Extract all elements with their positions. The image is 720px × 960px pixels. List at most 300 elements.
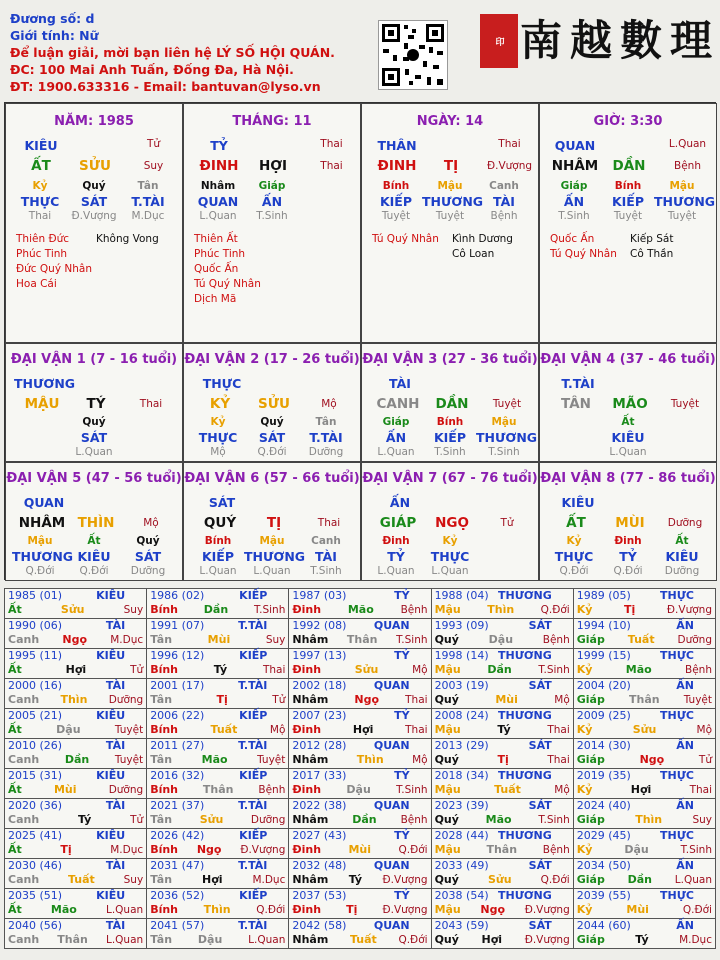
year-line-1 — [150, 889, 285, 903]
year-label: 1988 (04) — [434, 589, 489, 602]
luck-title: ĐẠI VẬN 3 (27 - 36 tuổi) — [362, 352, 538, 367]
star-right: Cô Thần — [630, 248, 674, 260]
year-god: KIÊU — [96, 649, 126, 662]
year-god: SÁT — [528, 739, 552, 752]
year-label: 2042 (58) — [292, 919, 347, 932]
year-stem: Đinh — [292, 843, 322, 856]
year-god: SÁT — [528, 919, 552, 932]
year-state: Mộ — [696, 724, 712, 736]
year-god: THƯƠNG — [498, 829, 552, 842]
year-state: Thai — [405, 724, 428, 736]
year-god: TỶ — [394, 589, 410, 602]
year-god: SÁT — [528, 619, 552, 632]
year-state: Dưỡng — [108, 694, 144, 706]
year-label: 2013 (29) — [434, 739, 489, 752]
year-label: 2007 (23) — [292, 709, 347, 722]
year-label: 2043 (59) — [434, 919, 489, 932]
year-state: T.Sinh — [538, 814, 570, 826]
year-row — [5, 679, 716, 709]
year-branch: Thân — [629, 693, 660, 706]
year-line-2 — [435, 903, 570, 917]
year-label: 1999 (15) — [576, 649, 631, 662]
year-stem: Canh — [8, 873, 40, 886]
year-line-1 — [292, 739, 427, 753]
year-branch: Mùi — [207, 633, 231, 646]
year-stem: Nhâm — [292, 813, 329, 826]
year-god: THƯƠNG — [498, 889, 552, 902]
year-stem: Đinh — [292, 723, 322, 736]
year-line-2 — [8, 933, 143, 947]
year-stem: Đinh — [292, 603, 322, 616]
year-branch: Mùi — [348, 843, 372, 856]
year-state: Mộ — [412, 664, 428, 676]
year-state: Q.Đới — [256, 904, 286, 916]
year-god: KIẾP — [239, 649, 268, 662]
luck-stem: ẤT — [566, 515, 586, 531]
year-branch: Dần — [627, 873, 653, 886]
year-cell — [5, 919, 147, 949]
star-left: Hoa Cái — [16, 278, 57, 290]
pillar-state: Đ.Vượng — [486, 160, 533, 172]
luck-hidden-stem: Ất — [621, 416, 635, 428]
year-line-2 — [577, 753, 712, 767]
luck-hidden-stem: Canh — [311, 535, 341, 547]
year-god: THƯƠNG — [498, 709, 552, 722]
luck-hidden-god: T.TÀI — [309, 430, 343, 445]
year-row — [5, 649, 716, 679]
year-line-2 — [150, 693, 285, 707]
year-cell — [573, 589, 715, 619]
year-label: 2011 (27) — [150, 739, 205, 752]
year-cell — [431, 739, 573, 769]
hidden-state: M.Dục — [131, 210, 165, 222]
contact-phone-email: ĐT: 1900.633316 - Email: bantuvan@lyso.vn — [10, 79, 321, 94]
year-cell — [573, 619, 715, 649]
year-branch: Thìn — [60, 693, 88, 706]
star-left: Tú Quý Nhân — [550, 248, 617, 260]
pillar-cell — [183, 103, 361, 343]
luck-hidden-stem: Bính — [204, 535, 232, 547]
year-cell — [573, 889, 715, 919]
hidden-god: THƯƠNG — [654, 194, 716, 209]
year-line-2 — [577, 633, 712, 647]
luck-god: THỰC — [202, 376, 242, 391]
year-line-2 — [292, 843, 427, 857]
contact-address: ĐC: 100 Mai Anh Tuấn, Đống Đa, Hà Nội. — [10, 62, 294, 77]
luck-state: Thai — [317, 517, 341, 529]
year-branch: Sửu — [60, 603, 85, 616]
luck-hidden-god: THỰC — [430, 549, 470, 564]
year-line-2 — [8, 783, 143, 797]
year-label: 2029 (45) — [576, 829, 631, 842]
year-god: KIÊU — [96, 889, 126, 902]
year-line-1 — [435, 619, 570, 633]
star-left: Phúc Tinh — [194, 248, 246, 260]
year-label: 1994 (10) — [576, 619, 631, 632]
year-god: THỰC — [660, 889, 694, 902]
year-line-2 — [150, 843, 285, 857]
year-stem: Quý — [434, 933, 459, 946]
year-branch: Mùi — [495, 693, 518, 706]
year-row — [5, 889, 716, 919]
year-label: 2002 (18) — [292, 679, 347, 692]
year-stem: Tân — [150, 933, 173, 946]
pillar-state: Thai — [320, 160, 343, 172]
year-god: KIÊU — [96, 589, 126, 602]
year-cell — [147, 829, 289, 859]
year-branch: Tuất — [210, 723, 238, 736]
pillar-branch: TỊ — [443, 158, 459, 174]
year-cell — [147, 649, 289, 679]
hidden-stem: Giáp — [258, 180, 286, 192]
pillar-stem: ĐINH — [199, 158, 239, 174]
luck-stem: GIÁP — [379, 515, 417, 531]
year-cell — [573, 709, 715, 739]
year-label: 2034 (50) — [576, 859, 631, 872]
year-branch: Hợi — [352, 723, 374, 736]
luck-hidden-god: TỶ — [387, 549, 405, 564]
year-state: Dưỡng — [108, 784, 144, 796]
hidden-state: Thai — [28, 210, 52, 222]
year-branch: Tuất — [627, 633, 655, 646]
luck-hidden-god: THƯƠNG — [476, 430, 538, 445]
year-cell — [5, 829, 147, 859]
year-branch: Tị — [60, 843, 72, 856]
year-line-2 — [435, 753, 570, 767]
year-label: 1987 (03) — [292, 589, 347, 602]
luck-title: ĐẠI VẬN 6 (57 - 66 tuổi) — [184, 471, 360, 486]
year-line-1 — [150, 649, 285, 663]
year-branch: Tị — [216, 693, 228, 706]
year-line-1 — [150, 919, 285, 933]
hidden-stem: Bính — [614, 180, 642, 192]
year-god: THƯƠNG — [498, 769, 552, 782]
year-branch: Hợi — [201, 873, 223, 886]
year-god: SÁT — [528, 859, 552, 872]
year-line-1 — [8, 799, 143, 813]
year-line-2 — [150, 783, 285, 797]
luck-hidden-god: SÁT — [80, 430, 108, 445]
year-god: TỶ — [394, 829, 410, 842]
hidden-stem: Giáp — [560, 180, 588, 192]
luck-stem: MẬU — [24, 396, 60, 412]
year-state: Thai — [547, 754, 570, 766]
year-line-1 — [577, 769, 712, 783]
year-label: 1991 (07) — [150, 619, 205, 632]
pillar-branch: HỢI — [258, 158, 288, 174]
year-god: KIẾP — [239, 709, 268, 722]
year-branch: Tị — [346, 903, 358, 916]
year-state: Suy — [123, 874, 144, 886]
year-line-1 — [292, 709, 427, 723]
hidden-stem: Bính — [382, 180, 410, 192]
year-god: T.TÀI — [238, 619, 268, 632]
hidden-god: ẤN — [261, 194, 283, 209]
year-branch: Thìn — [203, 903, 231, 916]
year-label: 2001 (17) — [150, 679, 205, 692]
luck-cell — [539, 462, 717, 581]
year-state: Đ.Vượng — [240, 844, 286, 856]
year-line-2 — [435, 693, 570, 707]
year-stem: Kỷ — [576, 783, 593, 796]
year-row — [5, 739, 716, 769]
year-label: 2020 (36) — [8, 799, 63, 812]
luck-state: Tuyệt — [670, 398, 700, 410]
year-state: Tuyệt — [257, 754, 286, 766]
year-line-2 — [150, 603, 285, 617]
hidden-stem: Mậu — [437, 180, 463, 192]
year-cell — [289, 829, 431, 859]
year-stem: Kỷ — [576, 663, 593, 676]
year-god: T.TÀI — [238, 859, 268, 872]
star-right: Không Vong — [96, 233, 159, 245]
year-line-1 — [8, 649, 143, 663]
year-cell — [573, 799, 715, 829]
year-line-1 — [435, 829, 570, 843]
year-line-1 — [577, 619, 712, 633]
year-state: Thai — [689, 784, 712, 796]
luck-branch: SỬU — [258, 396, 290, 412]
year-branch: Dần — [203, 603, 229, 616]
year-god: QUAN — [373, 679, 410, 692]
year-line-1 — [435, 889, 570, 903]
year-line-1 — [150, 859, 285, 873]
year-branch: Hợi — [630, 783, 652, 796]
luck-hidden-god: SÁT — [134, 549, 162, 564]
year-cell — [147, 739, 289, 769]
year-cell — [147, 679, 289, 709]
year-state: Đ.Vượng — [524, 904, 570, 916]
year-cell — [147, 859, 289, 889]
year-state: L.Quan — [248, 934, 286, 946]
year-god: T.TÀI — [238, 919, 268, 932]
year-cell — [573, 769, 715, 799]
year-state: Bệnh — [400, 604, 428, 616]
year-god: ẤN — [676, 859, 694, 872]
year-line-2 — [292, 603, 427, 617]
luck-hidden-state: L.Quan — [609, 446, 647, 458]
year-branch: Dần — [64, 753, 90, 766]
year-stem: Ất — [8, 783, 22, 796]
year-line-1 — [150, 709, 285, 723]
hidden-stem: Canh — [489, 180, 519, 192]
year-line-2 — [150, 723, 285, 737]
star-left: Phúc Tinh — [16, 248, 68, 260]
year-state: Đ.Vượng — [382, 904, 428, 916]
luck-hidden-god: KIẾP — [433, 430, 467, 445]
year-state: Q.Đới — [682, 904, 712, 916]
year-line-2 — [435, 933, 570, 947]
year-cell — [573, 739, 715, 769]
year-line-2 — [8, 753, 143, 767]
year-label: 1997 (13) — [292, 649, 347, 662]
pillar-top-right: L.Quan — [668, 138, 707, 150]
luck-hidden-state: Q.Đới — [25, 565, 55, 577]
year-cell — [5, 649, 147, 679]
year-line-1 — [150, 619, 285, 633]
year-line-1 — [8, 619, 143, 633]
year-branch: Thìn — [487, 603, 515, 616]
luck-hidden-stem: Kỷ — [210, 416, 226, 428]
year-state: L.Quan — [105, 904, 144, 916]
year-stem: Tân — [150, 873, 173, 886]
year-branch: Thân — [57, 933, 88, 946]
year-cell — [431, 859, 573, 889]
luck-god: T.TÀI — [561, 376, 595, 391]
year-stem: Kỷ — [576, 603, 593, 616]
year-god: TỶ — [394, 769, 410, 782]
year-label: 2036 (52) — [150, 889, 205, 902]
year-line-1 — [8, 919, 143, 933]
year-branch: Dậu — [56, 723, 81, 736]
year-state: Tử — [272, 694, 286, 706]
luck-branch: TÝ — [86, 396, 106, 412]
year-line-1 — [435, 799, 570, 813]
year-label: 2039 (55) — [576, 889, 631, 902]
year-branch: Tý — [497, 723, 511, 736]
hidden-state: T.Sinh — [558, 210, 590, 222]
year-row — [5, 709, 716, 739]
year-cell — [5, 799, 147, 829]
year-god: SÁT — [528, 799, 552, 812]
year-label: 2014 (30) — [576, 739, 631, 752]
year-stem: Bính — [150, 903, 179, 916]
star-left: Tú Quý Nhân — [372, 233, 439, 245]
star-left: Dịch Mã — [194, 293, 237, 305]
year-state: Q.Đới — [540, 874, 570, 886]
year-stem: Kỷ — [576, 903, 593, 916]
year-line-1 — [150, 589, 285, 603]
year-line-1 — [435, 859, 570, 873]
year-cell — [431, 649, 573, 679]
luck-stem: KỶ — [209, 396, 231, 412]
year-cell — [289, 589, 431, 619]
year-line-2 — [8, 843, 143, 857]
year-line-2 — [577, 723, 712, 737]
year-state: Dưỡng — [677, 634, 712, 646]
star-right: Kiếp Sát — [630, 233, 674, 245]
year-label: 2003 (19) — [434, 679, 489, 692]
year-line-2 — [150, 633, 285, 647]
year-god: QUAN — [373, 919, 410, 932]
luck-state: Mộ — [321, 398, 337, 410]
luck-cell — [183, 462, 361, 581]
hidden-god: ẤN — [563, 194, 585, 209]
year-cell — [5, 589, 147, 619]
hidden-state: T.Sinh — [256, 210, 288, 222]
year-state: T.Sinh — [396, 784, 428, 796]
luck-title: ĐẠI VẬN 5 (47 - 56 tuổi) — [6, 471, 182, 486]
year-label: 1992 (08) — [292, 619, 347, 632]
luck-cell — [539, 343, 717, 462]
year-stem: Canh — [8, 933, 40, 946]
year-god: TỶ — [394, 709, 410, 722]
year-label: 2019 (35) — [576, 769, 631, 782]
pillar-title: NĂM: 1985 — [54, 114, 134, 129]
year-line-2 — [292, 813, 427, 827]
luck-cell — [361, 462, 539, 581]
year-state: Tử — [130, 814, 144, 826]
pillar-top-right: Thai — [320, 138, 343, 150]
year-stem: Đinh — [292, 663, 322, 676]
luck-hidden-state: Dưỡng — [308, 446, 344, 458]
luck-branch: THÌN — [77, 515, 115, 531]
year-line-2 — [292, 873, 427, 887]
luck-hidden-state: Q.Đới — [613, 565, 643, 577]
year-label: 2021 (37) — [150, 799, 205, 812]
year-god: ẤN — [676, 799, 694, 812]
header-text — [10, 10, 335, 95]
year-cell — [431, 919, 573, 949]
year-stem: Canh — [8, 693, 40, 706]
pillar-god: TỶ — [210, 138, 228, 153]
year-line-2 — [8, 813, 143, 827]
year-cell — [147, 919, 289, 949]
luck-title: ĐẠI VẬN 1 (7 - 16 tuổi) — [10, 352, 178, 367]
luck-state: Mộ — [143, 517, 159, 529]
year-state: T.Sinh — [253, 604, 286, 616]
year-god: TỶ — [394, 889, 410, 902]
pillar-stem: ẤT — [31, 158, 51, 174]
year-line-2 — [8, 663, 143, 677]
year-god: QUAN — [373, 859, 410, 872]
luck-god: TÀI — [389, 376, 411, 391]
year-line-1 — [292, 589, 427, 603]
star-left: Thiên Đức — [16, 233, 70, 245]
luck-stem: CANH — [376, 396, 420, 412]
year-state: Bệnh — [542, 634, 570, 646]
luck-hidden-stem: Đinh — [382, 535, 410, 547]
pillar-title: NGÀY: 14 — [416, 114, 484, 129]
year-god: TỶ — [394, 649, 410, 662]
pillar-top-right: Thai — [498, 138, 521, 150]
year-god: THỰC — [660, 649, 694, 662]
year-stem: Canh — [8, 813, 40, 826]
year-stem: Quý — [434, 873, 459, 886]
qr-code-icon[interactable] — [378, 20, 448, 90]
year-god: THỰC — [660, 829, 694, 842]
year-god: T.TÀI — [238, 739, 268, 752]
year-line-1 — [8, 589, 143, 603]
year-stem: Mậu — [434, 603, 461, 616]
pillar-state: Suy — [143, 160, 164, 172]
year-state: T.Sinh — [538, 664, 570, 676]
year-stem: Bính — [150, 783, 179, 796]
year-god: ẤN — [676, 619, 694, 632]
year-branch: Sửu — [199, 813, 224, 826]
luck-branch: MÃO — [612, 396, 648, 412]
year-cell — [289, 799, 431, 829]
luck-hidden-stem: Mậu — [27, 535, 53, 547]
year-line-1 — [8, 769, 143, 783]
year-state: Tử — [698, 754, 712, 766]
star-left: Quốc Ấn — [194, 263, 239, 275]
year-branch: Dậu — [197, 933, 223, 946]
year-line-2 — [435, 723, 570, 737]
year-cell — [289, 619, 431, 649]
year-stem: Quý — [434, 813, 459, 826]
pillar-cell — [361, 103, 539, 343]
year-cell — [431, 709, 573, 739]
year-branch: Tuất — [349, 933, 377, 946]
year-line-2 — [577, 813, 712, 827]
year-stem: Ất — [8, 723, 22, 736]
year-line-2 — [8, 723, 143, 737]
star-left: Thiên Ất — [194, 233, 238, 245]
year-branch: Dậu — [624, 843, 649, 856]
year-line-1 — [435, 589, 570, 603]
year-cell — [573, 829, 715, 859]
